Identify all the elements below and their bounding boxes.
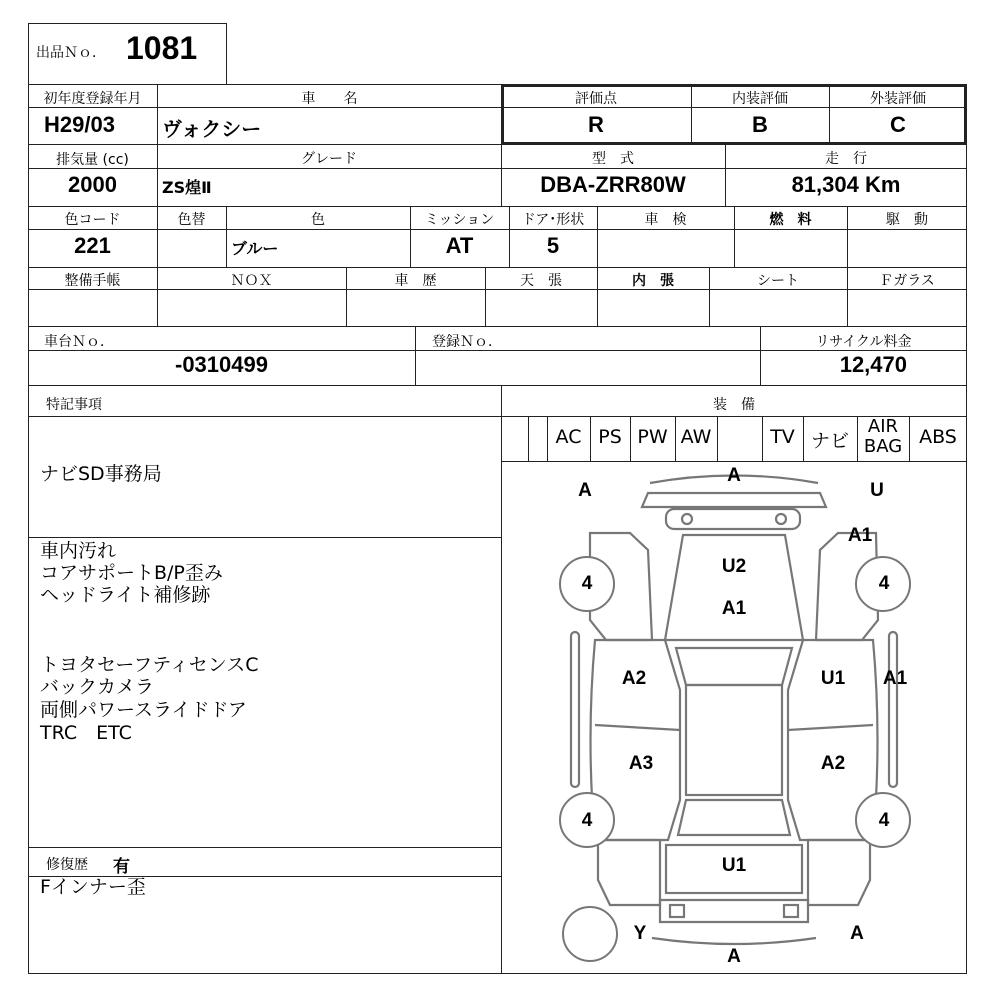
equipment-label: 装 備 <box>713 397 755 413</box>
remarks-block-features-3: 両側パワースライドドア <box>40 699 247 721</box>
mileage-value: 81,304 Km <box>791 172 901 197</box>
mission-value: AT <box>445 233 474 258</box>
color-change-label: 色替 <box>177 212 206 228</box>
remarks-block-damage-3: ヘッドライト補修跡 <box>40 584 211 606</box>
repair-history-detail: Fインナー歪 <box>40 876 146 898</box>
model-value: DBA-ZRR80W <box>540 172 686 197</box>
mark-tire-rear-left: 4 <box>581 810 593 831</box>
remarks-line-nav: ナビSD事務局 <box>40 463 162 485</box>
remarks-block-features-1: トヨタセーフティセンスC <box>40 654 259 676</box>
reg-date-label: 初年度登録年月 <box>43 91 142 107</box>
displacement-value: 2000 <box>68 172 117 197</box>
seat-label: シート <box>757 273 799 289</box>
color-label: 色 <box>311 212 325 228</box>
door-shape-label: ドア･形状 <box>521 212 585 228</box>
car-name-value: ヴォクシー <box>162 117 262 141</box>
lot-number-value: 1081 <box>126 30 198 66</box>
equipment-navi: ナビ <box>810 430 849 452</box>
drive-label: 駆 動 <box>886 212 928 228</box>
mark-tire-rear-right: 4 <box>878 810 890 831</box>
mark-front-top: A <box>727 465 741 486</box>
equipment-pw: PW <box>637 426 668 448</box>
vehicle-history-label: 車 歴 <box>394 273 437 289</box>
exterior-score-label: 外装評価 <box>870 91 926 107</box>
mark-front-left: A <box>578 480 592 501</box>
mark-right-front-side: A1 <box>882 668 908 689</box>
repair-history-label: 修復歴 <box>46 857 88 873</box>
mark-hood-upper: U2 <box>721 556 747 577</box>
maintenance-book-label: 整備手帳 <box>64 273 121 289</box>
lot-number-label: 出品Ｎｏ． <box>36 45 106 61</box>
mark-hood-lower: A1 <box>721 598 747 619</box>
mark-right-rear-door: A2 <box>820 753 846 774</box>
equipment-tv: TV <box>770 426 795 448</box>
color-value: ブルー <box>231 239 279 258</box>
grade-value: ZS煌Ⅱ <box>162 178 212 197</box>
mission-label: ミッション <box>424 212 495 228</box>
mark-rear-right: A <box>850 923 864 944</box>
score-label: 評価点 <box>575 91 617 107</box>
remarks-block-damage-2: コアサポートB/P歪み <box>40 562 223 584</box>
equipment-aw: AW <box>680 426 712 448</box>
displacement-label: 排気量 (cc) <box>56 152 129 168</box>
repair-history-value: 有 <box>113 857 130 877</box>
reg-date-value: H29/03 <box>44 112 115 137</box>
mark-rear-panel: U1 <box>721 855 747 876</box>
model-label: 型 式 <box>592 151 634 167</box>
remarks-block-damage-1: 車内汚れ <box>40 540 117 562</box>
color-code-label: 色コード <box>64 212 121 228</box>
equipment-airbag: AIR BAG <box>863 416 903 457</box>
mark-rear-bottom: A <box>727 946 741 967</box>
registration-number-label: 登録Ｎｏ． <box>432 334 502 350</box>
equipment-ac: AC <box>555 426 582 448</box>
mark-tire-front-left: 4 <box>581 573 593 594</box>
inspection-label: 車 検 <box>644 212 687 228</box>
roof-lining-label: 天 張 <box>520 273 562 289</box>
remarks-label: 特記事項 <box>46 397 102 413</box>
interior-score-value: B <box>752 112 768 137</box>
recycle-fee-value: 12,470 <box>839 352 907 377</box>
equipment-abs: ABS <box>919 426 957 448</box>
mark-left-front-door: A2 <box>621 668 647 689</box>
fuel-label: 燃 料 <box>769 212 812 228</box>
equipment-ps: PS <box>598 426 622 448</box>
mark-left-rear-door: A3 <box>628 753 654 774</box>
car-damage-diagram <box>502 462 966 973</box>
car-name-label: 車 名 <box>301 91 358 107</box>
nox-label: ＮＯＸ <box>230 273 273 289</box>
inner-lining-label: 内 張 <box>632 273 674 289</box>
front-glass-label: Ｆガラス <box>879 273 935 289</box>
grade-label: グレード <box>301 151 357 167</box>
color-code-value: 221 <box>74 233 111 258</box>
exterior-score-value: C <box>890 112 906 137</box>
interior-score-label: 内装評価 <box>732 91 788 107</box>
mileage-label: 走 行 <box>825 151 867 167</box>
mark-front-right: U <box>870 480 884 501</box>
remarks-block-features-4: TRC ETC <box>40 722 132 744</box>
mark-right-front-door: U1 <box>820 668 846 689</box>
score-value: R <box>588 112 604 137</box>
door-shape-value: 5 <box>546 233 560 258</box>
remarks-block-features-2: バックカメラ <box>40 676 155 698</box>
chassis-number-value: -0310499 <box>175 352 268 377</box>
mark-hood-right: A1 <box>847 525 873 546</box>
chassis-number-label: 車台Ｎｏ． <box>44 334 114 350</box>
recycle-fee-label: リサイクル料金 <box>815 334 912 350</box>
mark-rear-left: Y <box>633 923 647 944</box>
mark-tire-front-right: 4 <box>878 573 890 594</box>
